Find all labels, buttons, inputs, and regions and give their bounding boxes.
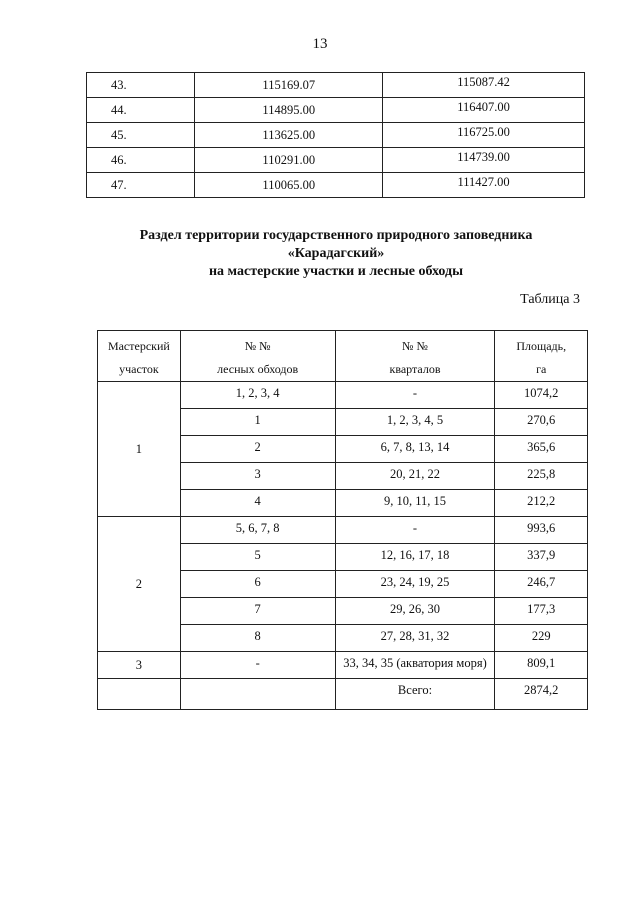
section-title-line-2: «Карадагский»	[287, 246, 385, 261]
table-row	[87, 148, 585, 173]
territory-division-table	[97, 330, 588, 710]
workshop-section-number: 2	[98, 517, 181, 652]
area-value: 993,6	[495, 517, 588, 544]
area-value: 212,2	[495, 490, 588, 517]
total-value: 2874,2	[495, 679, 588, 710]
point-number: 44.	[87, 98, 195, 123]
area-value: 365,6	[495, 436, 588, 463]
forest-round-number: 8	[180, 625, 335, 652]
area-value: 270,6	[495, 409, 588, 436]
forest-round-number: 1	[180, 409, 335, 436]
table-header-row	[98, 331, 588, 382]
point-number: 45.	[87, 123, 195, 148]
coordinate-x: 113625.00	[195, 123, 383, 148]
workshop-section-number: 3	[98, 652, 181, 679]
header-quarters: № № кварталов	[335, 331, 495, 382]
coordinate-y: 116725.00	[383, 123, 585, 148]
point-number: 43.	[87, 73, 195, 98]
coordinate-x: 114895.00	[195, 98, 383, 123]
total-label: Всего:	[335, 679, 495, 710]
area-value: 809,1	[495, 652, 588, 679]
forest-round-number: 7	[180, 598, 335, 625]
point-number: 46.	[87, 148, 195, 173]
coordinate-x: 110065.00	[195, 173, 383, 198]
table-row	[87, 173, 585, 198]
total-empty-cell	[98, 679, 181, 710]
quarter-numbers: 6, 7, 8, 13, 14	[335, 436, 495, 463]
quarter-numbers: -	[335, 517, 495, 544]
quarter-numbers: 33, 34, 35 (акватория моря)	[335, 652, 495, 679]
table-row	[98, 382, 588, 409]
table-row	[87, 123, 585, 148]
page-number: 13	[312, 36, 328, 52]
quarter-numbers: 29, 26, 30	[335, 598, 495, 625]
coordinates-table	[86, 72, 585, 198]
section-title	[60, 227, 612, 281]
area-value: 1074,2	[495, 382, 588, 409]
area-value: 225,8	[495, 463, 588, 490]
quarter-numbers: -	[335, 382, 495, 409]
section-title-line-1: Раздел территории государственного природного заповедника	[139, 228, 533, 243]
quarter-numbers: 1, 2, 3, 4, 5	[335, 409, 495, 436]
coordinate-x: 110291.00	[195, 148, 383, 173]
coordinate-y: 116407.00	[383, 98, 585, 123]
table-row	[98, 652, 588, 679]
table-row	[98, 517, 588, 544]
header-workshop-section: Мастерский участок	[98, 331, 181, 382]
table-row	[87, 73, 585, 98]
quarter-numbers: 12, 16, 17, 18	[335, 544, 495, 571]
coordinate-y: 115087.42	[383, 73, 585, 98]
point-number: 47.	[87, 173, 195, 198]
header-forest-rounds: № № лесных обходов	[180, 331, 335, 382]
forest-round-number: 1, 2, 3, 4	[180, 382, 335, 409]
header-area: Площадь, га	[495, 331, 588, 382]
total-row	[98, 679, 588, 710]
forest-round-number: -	[180, 652, 335, 679]
forest-round-number: 3	[180, 463, 335, 490]
quarter-numbers: 23, 24, 19, 25	[335, 571, 495, 598]
table-row	[87, 98, 585, 123]
coordinate-y: 114739.00	[383, 148, 585, 173]
section-title-line-3: на мастерские участки и лесные обходы	[208, 264, 464, 279]
quarter-numbers: 20, 21, 22	[335, 463, 495, 490]
area-value: 177,3	[495, 598, 588, 625]
forest-round-number: 4	[180, 490, 335, 517]
coordinate-x: 115169.07	[195, 73, 383, 98]
total-empty-cell	[180, 679, 335, 710]
table-label: Таблица 3	[520, 292, 580, 307]
forest-round-number: 5, 6, 7, 8	[180, 517, 335, 544]
coordinate-y: 111427.00	[383, 173, 585, 198]
quarter-numbers: 27, 28, 31, 32	[335, 625, 495, 652]
area-value: 337,9	[495, 544, 588, 571]
forest-round-number: 6	[180, 571, 335, 598]
area-value: 229	[495, 625, 588, 652]
forest-round-number: 5	[180, 544, 335, 571]
quarter-numbers: 9, 10, 11, 15	[335, 490, 495, 517]
area-value: 246,7	[495, 571, 588, 598]
workshop-section-number: 1	[98, 382, 181, 517]
forest-round-number: 2	[180, 436, 335, 463]
